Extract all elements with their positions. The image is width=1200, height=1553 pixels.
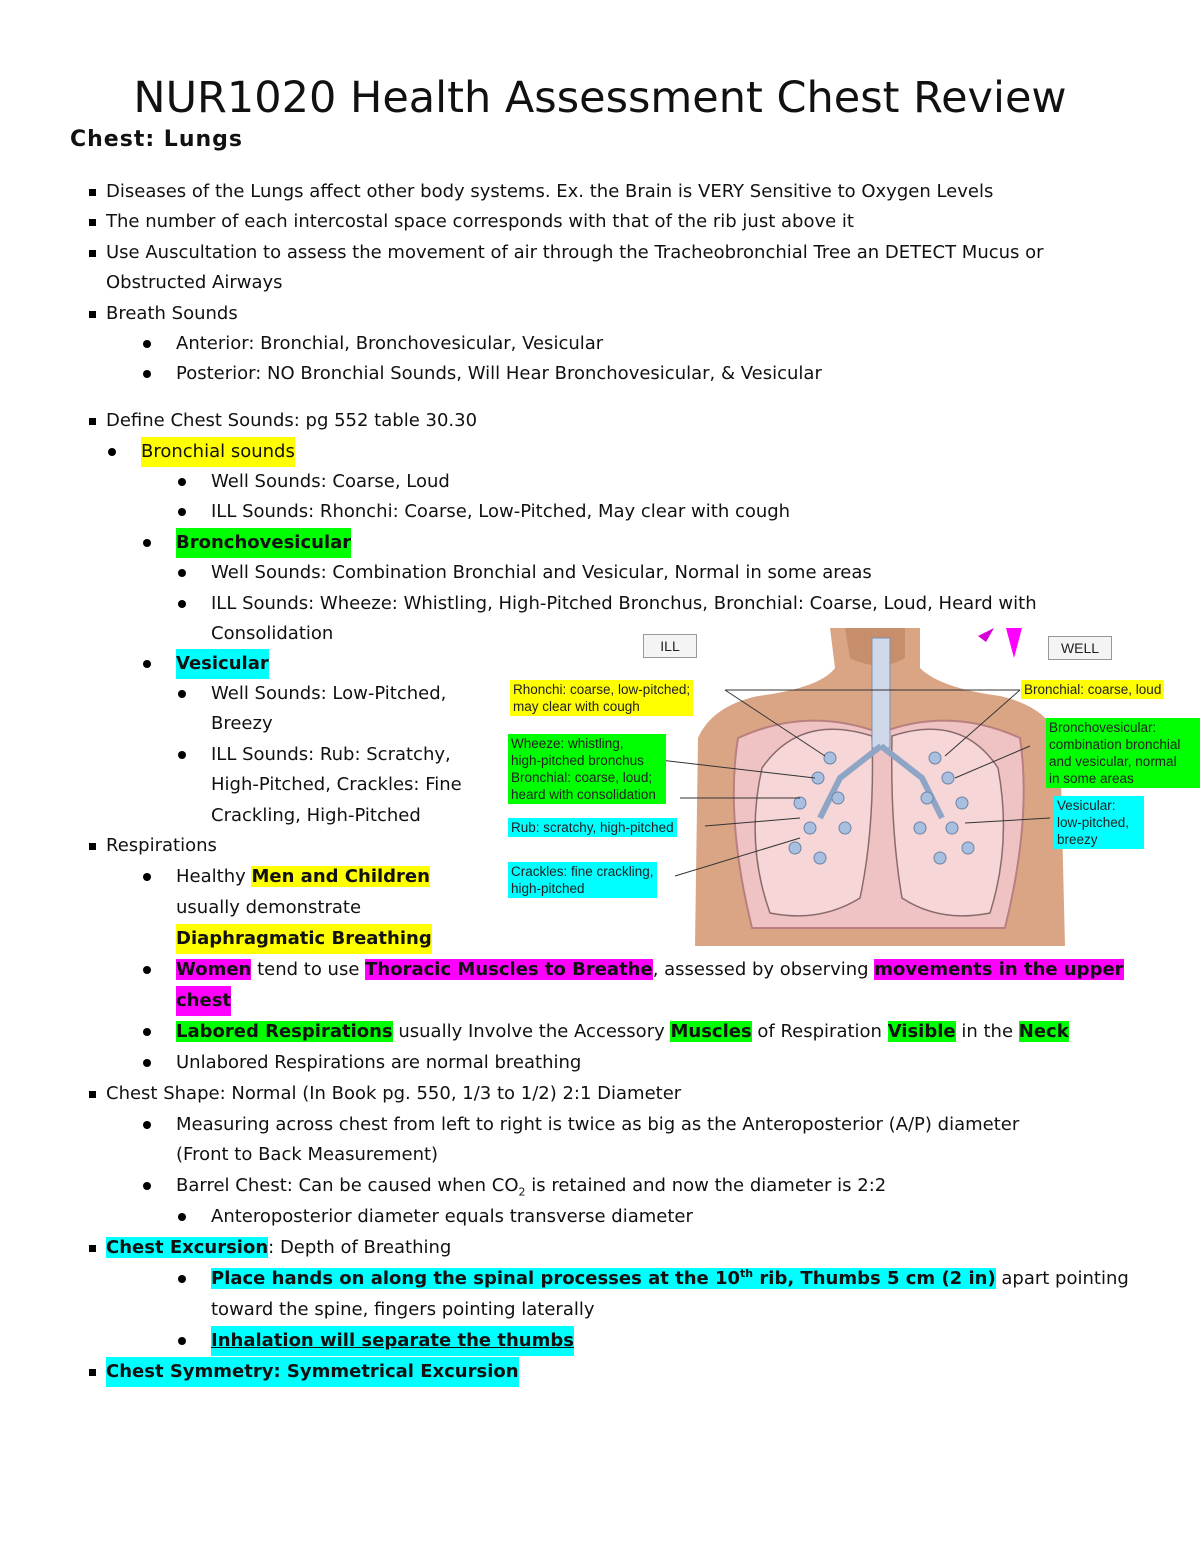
round-bullet-icon: [143, 660, 151, 668]
list-item-text: ILL Sounds: Wheeze: Whistling, High-Pitched Bronchus, Bronchial: Coarse, Loud, Heard with: [211, 593, 1037, 614]
round-bullet-icon: [143, 1121, 151, 1129]
list-item-text: Obstructed Airways: [106, 272, 283, 293]
square-bullet-icon: [89, 1245, 96, 1252]
round-bullet-icon: [178, 569, 186, 577]
square-bullet-icon: [89, 418, 96, 425]
section-heading: Chest: Lungs: [70, 127, 243, 152]
figure-label-rub: Rub: scratchy, high-pitched: [508, 818, 677, 837]
list-item-text: Breezy: [211, 713, 273, 734]
chest-anatomy-figure: [500, 628, 1200, 946]
figure-label-bronchovesicular: Bronchovesicular: combination bronchial and vesicular, normal in some areas: [1046, 718, 1200, 788]
square-bullet-icon: [89, 250, 96, 257]
round-bullet-icon: [178, 1213, 186, 1221]
round-bullet-icon: [143, 1182, 151, 1190]
list-item-text: Diaphragmatic Breathing: [176, 924, 432, 954]
list-item-text: Labored Respirations usually Involve the Accessory Muscles of Respiration Visible in the Neck: [176, 1021, 1069, 1042]
round-bullet-icon: [178, 1337, 186, 1345]
figure-label-vesicular: Vesicular: low-pitched, breezy: [1054, 796, 1144, 849]
list-item-text: Place hands on along the spinal processes at the 10th rib, Thumbs 5 cm (2 in) apart pointing: [211, 1267, 1129, 1289]
marker-triangle-icon: [1006, 628, 1022, 658]
list-item-text: Anterior: Bronchial, Bronchovesicular, Vesicular: [176, 333, 604, 354]
list-item-text: Unlabored Respirations are normal breathing: [176, 1052, 582, 1073]
list-item-text: ILL Sounds: Rhonchi: Coarse, Low-Pitched, May clear with cough: [211, 501, 791, 522]
round-bullet-icon: [143, 966, 151, 974]
list-item-text: The number of each intercostal space corresponds with that of the rib just above it: [106, 211, 854, 232]
round-bullet-icon: [178, 600, 186, 608]
round-bullet-icon: [143, 370, 151, 378]
round-bullet-icon: [178, 690, 186, 698]
list-item-text: Barrel Chest: Can be caused when $CO_2$ is retained and now the diameter is 2:2: [176, 1175, 887, 1199]
list-item-text: Diseases of the Lungs affect other body systems. Ex. the Brain is VERY Sensitive to Oxygen Levels: [106, 181, 994, 202]
list-item-text: Bronchial sounds: [141, 437, 295, 467]
square-bullet-icon: [89, 219, 96, 226]
list-item-text: Well Sounds: Low-Pitched,: [211, 683, 447, 704]
list-item-text: Inhalation will separate the thumbs: [211, 1326, 574, 1356]
figure-label-bronchial-well: Bronchial: coarse, loud: [1021, 680, 1164, 699]
round-bullet-icon: [178, 1275, 186, 1283]
list-item-text: toward the spine, fingers pointing laterally: [211, 1299, 595, 1320]
round-bullet-icon: [178, 508, 186, 516]
page-title: NUR1020 Health Assessment Chest Review: [133, 73, 1067, 123]
round-bullet-icon: [108, 448, 116, 456]
round-bullet-icon: [143, 1028, 151, 1036]
list-item-text: ILL Sounds: Rub: Scratchy,: [211, 744, 451, 765]
list-item-text: Bronchovesicular: [176, 528, 351, 558]
well-box: WELL: [1048, 636, 1112, 660]
round-bullet-icon: [178, 478, 186, 486]
list-item-text: Chest Shape: Normal (In Book pg. 550, 1/3 to 1/2) 2:1 Diameter: [106, 1083, 682, 1104]
list-item-text: Breath Sounds: [106, 303, 238, 324]
list-item-text: Chest Excursion: Depth of Breathing: [106, 1237, 452, 1258]
list-item-text: Define Chest Sounds: pg 552 table 30.30: [106, 410, 478, 431]
figure-label-rhonchi: Rhonchi: coarse, low-pitched; may clear with cough: [510, 680, 693, 716]
list-item-text: Well Sounds: Coarse, Loud: [211, 471, 450, 492]
square-bullet-icon: [89, 843, 96, 850]
figure-label-crackles: Crackles: fine crackling, high-pitched: [508, 862, 657, 898]
list-item-text: Healthy Men and Children: [176, 866, 430, 887]
round-bullet-icon: [143, 539, 151, 547]
figure-label-wheeze: Wheeze: whistling, high-pitched bronchus Bronchial: coarse, loud; heard with consolidation: [508, 734, 666, 804]
list-item-text: Well Sounds: Combination Bronchial and Vesicular, Normal in some areas: [211, 562, 872, 583]
list-item-text: Women tend to use Thoracic Muscles to Breathe, assessed by observing movements in the upper: [176, 959, 1124, 980]
list-item-text: Respirations: [106, 835, 217, 856]
list-item-text: High-Pitched, Crackles: Fine: [211, 774, 462, 795]
round-bullet-icon: [143, 340, 151, 348]
list-item-text: chest: [176, 986, 231, 1016]
round-bullet-icon: [178, 751, 186, 759]
square-bullet-icon: [89, 311, 96, 318]
list-item-text: Vesicular: [176, 649, 269, 679]
round-bullet-icon: [143, 1059, 151, 1067]
list-item-text: Anteroposterior diameter equals transverse diameter: [211, 1206, 693, 1227]
square-bullet-icon: [89, 189, 96, 196]
list-item-text: Use Auscultation to assess the movement of air through the Tracheobronchial Tree an DETECT Mucus or: [106, 242, 1044, 263]
list-item-text: Crackling, High-Pitched: [211, 805, 421, 826]
list-item-text: Consolidation: [211, 623, 334, 644]
ill-box: ILL: [643, 634, 697, 658]
list-item-text: Chest Symmetry: Symmetrical Excursion: [106, 1357, 519, 1387]
square-bullet-icon: [89, 1369, 96, 1376]
marker-triangle-icon: [978, 628, 994, 642]
list-item-text: (Front to Back Measurement): [176, 1144, 439, 1165]
square-bullet-icon: [89, 1091, 96, 1098]
round-bullet-icon: [143, 873, 151, 881]
list-item-text: Posterior: NO Bronchial Sounds, Will Hear Bronchovesicular, & Vesicular: [176, 363, 822, 384]
list-item-text: usually demonstrate: [176, 897, 362, 918]
list-item-text: Measuring across chest from left to right is twice as big as the Anteroposterior (A/P) diameter: [176, 1114, 1020, 1135]
